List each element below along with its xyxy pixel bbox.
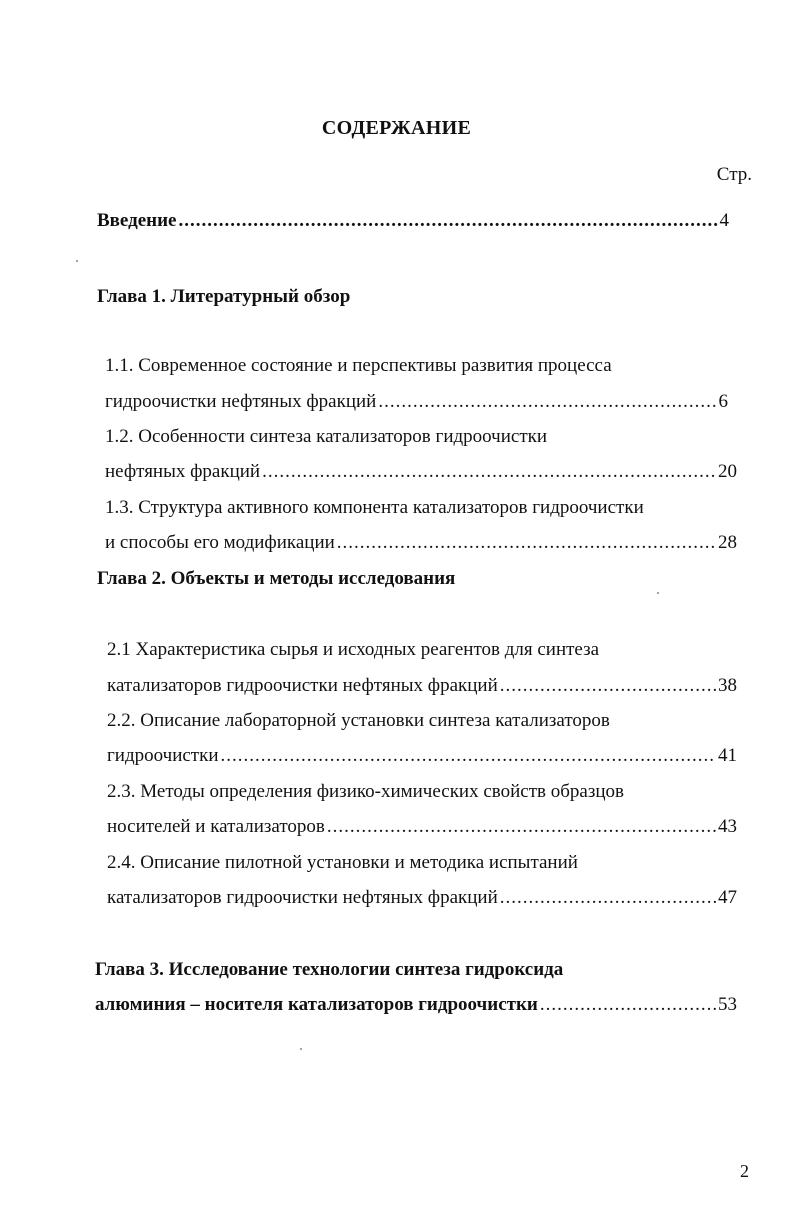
- toc-item-2-3: [107, 815, 737, 839]
- toc-intro: [97, 209, 729, 233]
- toc-item-2-4: [107, 886, 737, 910]
- toc-item-2-1-line1: 2.1 Характеристика сырья и исходных реагентов для синтеза: [107, 639, 600, 660]
- chapter-3-heading-line1: Глава 3. Исследование технологии синтеза гидроксида: [95, 959, 564, 980]
- chapter-3-heading-line2: алюминия – носителя катализаторов гидроочистки: [95, 994, 538, 1015]
- toc-item-1-3-line1: 1.3. Структура активного компонента катализаторов гидроочистки: [105, 497, 644, 518]
- toc-item-2-2: [107, 744, 737, 768]
- leader-dots: [327, 815, 716, 839]
- leader-dots: [262, 460, 716, 484]
- page-number: 2: [740, 1161, 749, 1181]
- toc-item-2-3-page: 43: [718, 816, 737, 837]
- toc-intro-label: Введение: [97, 210, 177, 231]
- scan-speck: [657, 592, 659, 594]
- toc-item-1-2-page: 20: [718, 461, 737, 482]
- toc-item-1-1-page: 6: [718, 391, 728, 412]
- toc-item-1-1-line2: гидроочистки нефтяных фракций: [105, 391, 377, 412]
- toc-item-1-2-line1: 1.2. Особенности синтеза катализаторов гидроочистки: [105, 426, 548, 447]
- chapter-2-heading: Глава 2. Объекты и методы исследования: [97, 568, 456, 589]
- toc-item-1-2: [105, 460, 737, 484]
- toc-item-2-3-line2: носителей и катализаторов: [107, 816, 325, 837]
- toc-item-2-1-line2: катализаторов гидроочистки нефтяных фракций: [107, 675, 498, 696]
- toc-item-1-3: [105, 531, 737, 555]
- leader-dots: [221, 744, 717, 768]
- toc-item-1-1-line1: 1.1. Современное состояние и перспективы развития процесса: [105, 355, 612, 376]
- toc-item-1-1: [105, 390, 728, 414]
- toc-item-1-2-line2: нефтяных фракций: [105, 461, 261, 482]
- toc-item-2-4-page: 47: [718, 887, 737, 908]
- leader-dots: [540, 993, 716, 1017]
- leader-dots: [500, 674, 716, 698]
- toc-chapter-3: [95, 993, 737, 1017]
- toc-item-2-4-line2: катализаторов гидроочистки нефтяных фракций: [107, 887, 498, 908]
- toc-item-2-2-page: 41: [718, 745, 737, 766]
- leader-dots: [337, 531, 716, 555]
- chapter-1-heading: Глава 1. Литературный обзор: [97, 286, 351, 307]
- toc-item-2-2-line1: 2.2. Описание лабораторной установки синтеза катализаторов: [107, 710, 610, 731]
- toc-item-2-1: [107, 674, 737, 698]
- page-title: СОДЕРЖАНИЕ: [321, 117, 472, 139]
- toc-item-1-3-page: 28: [718, 532, 737, 553]
- toc-item-2-1-page: 38: [718, 675, 737, 696]
- toc-intro-page: 4: [719, 210, 729, 231]
- page-column-label: Стр.: [716, 164, 752, 185]
- scan-speck: [300, 1048, 302, 1050]
- toc-chapter-3-page: 53: [718, 994, 737, 1015]
- toc-item-1-3-line2: и способы его модификации: [105, 532, 335, 553]
- leader-dots: [500, 886, 716, 910]
- toc-item-2-3-line1: 2.3. Методы определения физико-химических свойств образцов: [107, 781, 624, 802]
- leader-dots: [179, 209, 718, 233]
- scan-speck: [76, 260, 78, 262]
- leader-dots: [378, 390, 716, 414]
- toc-item-2-4-line1: 2.4. Описание пилотной установки и методика испытаний: [107, 852, 578, 873]
- toc-item-2-2-line2: гидроочистки: [107, 745, 219, 766]
